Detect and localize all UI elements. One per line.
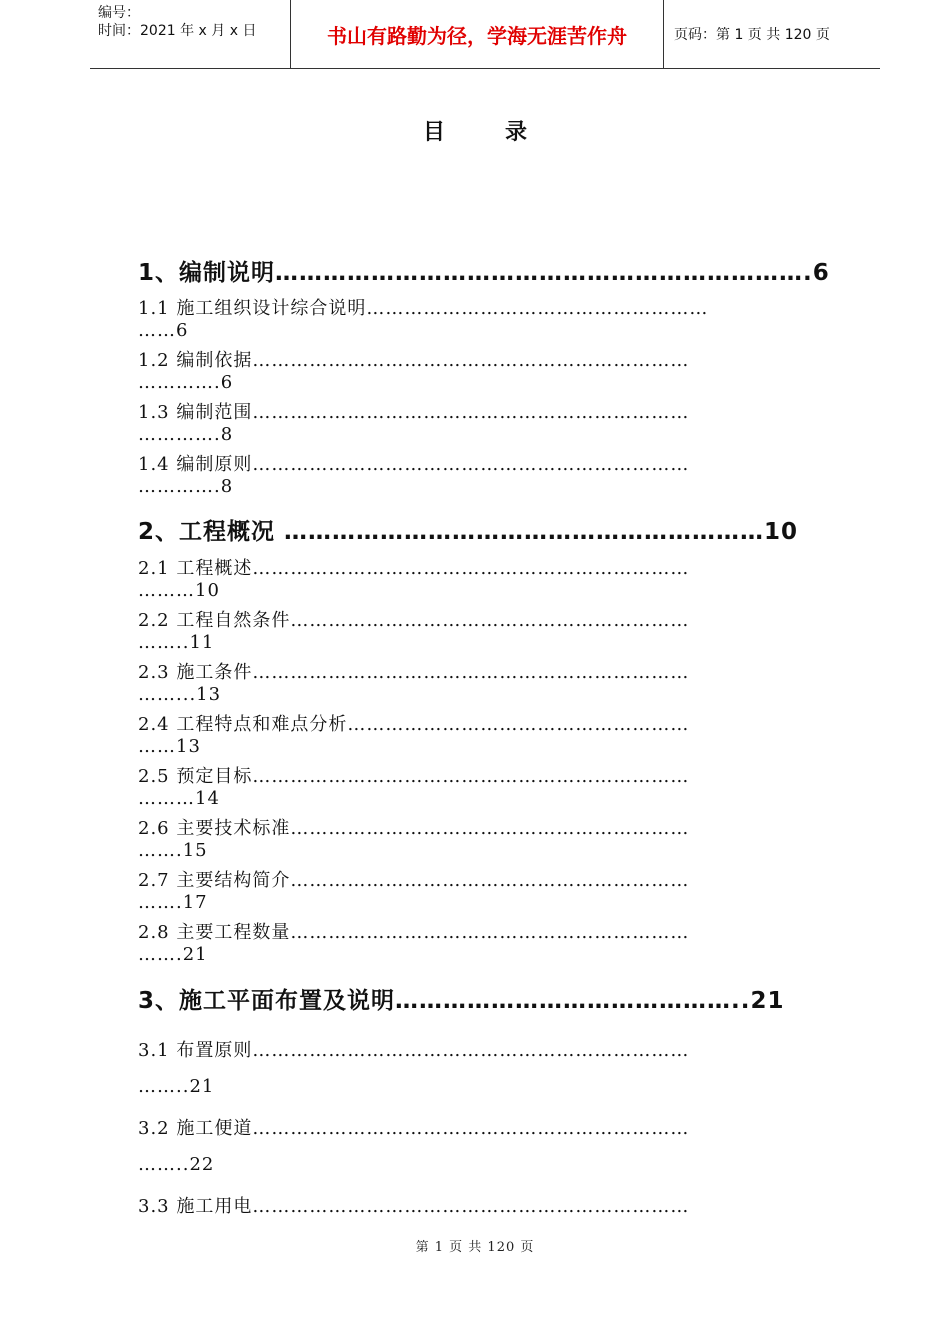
toc-entry[interactable]: 3.3 施工用电……………………………………………………………: [138, 1196, 690, 1217]
page-title: 目录: [422, 120, 587, 145]
toc-entry-page: ……..21: [138, 1076, 215, 1097]
toc-entry-page: ……..22: [138, 1154, 215, 1175]
document-number-label: 编号：: [98, 5, 140, 21]
page-header: [90, 0, 880, 69]
toc-entry[interactable]: 2.3 施工条件……………………………………………………………: [138, 662, 690, 683]
page-footer: 第 1 页 共 120 页: [415, 1240, 535, 1255]
header-meta: [90, 0, 290, 68]
toc-entry[interactable]: 3.1 布置原则……………………………………………………………: [138, 1040, 690, 1061]
toc-entry-page: ……6: [138, 320, 189, 341]
toc-entry-page: ……13: [138, 736, 201, 757]
toc-entry[interactable]: 3.2 施工便道……………………………………………………………: [138, 1118, 690, 1139]
toc-entry-page: ………….8: [138, 476, 234, 497]
toc-entry[interactable]: 1.1 施工组织设计综合说明………………………………………………: [138, 298, 709, 319]
toc-entry-page: ………….6: [138, 372, 234, 393]
toc-entry-page: ……..11: [138, 632, 215, 653]
toc-entry-page: ………10: [138, 580, 220, 601]
toc-entry-page: …….21: [138, 944, 208, 965]
toc-entry[interactable]: 2.2 工程自然条件………………………………………………………: [138, 610, 690, 631]
header-page-info: 页码：第 1 页 共 120 页: [674, 27, 830, 43]
toc-entry[interactable]: 2.6 主要技术标准………………………………………………………: [138, 818, 690, 839]
toc-entry[interactable]: 2.4 工程特点和难点分析………………………………………………: [138, 714, 690, 735]
toc-entry[interactable]: 1.3 编制范围……………………………………………………………: [138, 402, 690, 423]
toc-entry[interactable]: 2.1 工程概述……………………………………………………………: [138, 558, 690, 579]
toc-entry-page: ………14: [138, 788, 220, 809]
toc-entry[interactable]: 2.5 预定目标……………………………………………………………: [138, 766, 690, 787]
header-motto: 书山有路勤为径，学海无涯苦作舟: [327, 23, 627, 48]
document-date: 时间：2021 年 x 月 x 日: [98, 23, 257, 39]
toc-entry-page: …….17: [138, 892, 208, 913]
toc-entry-page: …….15: [138, 840, 208, 861]
toc-entry[interactable]: 1.4 编制原则……………………………………………………………: [138, 454, 690, 475]
toc-entry-page: ………….8: [138, 424, 234, 445]
toc-heading-3[interactable]: 3、施工平面布置及说明……………………………………..21: [138, 988, 785, 1014]
toc-entry[interactable]: 2.7 主要结构简介………………………………………………………: [138, 870, 690, 891]
toc-entry[interactable]: 2.8 主要工程数量………………………………………………………: [138, 922, 690, 943]
toc-heading-1[interactable]: 1、编制说明………………………………………………………….6: [138, 260, 830, 286]
toc-entry[interactable]: 1.2 编制依据……………………………………………………………: [138, 350, 690, 371]
toc-entry-page: ……...13: [138, 684, 222, 705]
toc-heading-2[interactable]: 2、工程概况 ……………………………………………………10: [138, 519, 799, 545]
